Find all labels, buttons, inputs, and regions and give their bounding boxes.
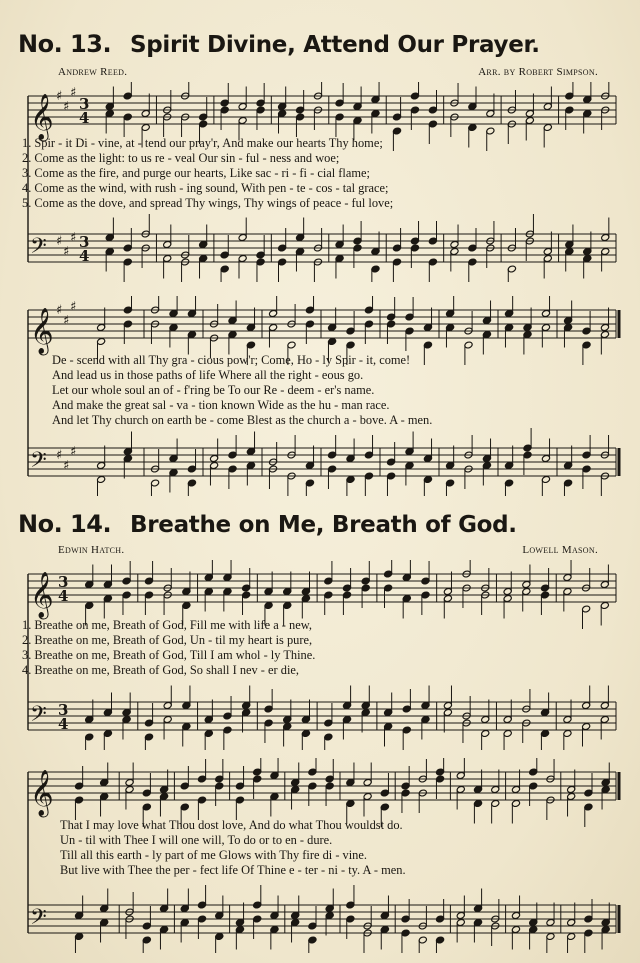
hymn-number: No. 13. [18,30,112,58]
music-system [22,560,622,750]
hymn-title: Spirit Divine, Attend Our Prayer. [130,32,540,58]
hymn-author: Edwin Hatch. [58,544,125,556]
time-signature-bottom: 4 [79,109,90,127]
hymn-author: Andrew Reed. [58,66,128,78]
treble-clef-icon: 𝄞 [30,770,54,816]
sharp-icon: ♯ [63,99,70,115]
verse-lyrics [22,818,622,878]
verse-line: De - scend with all Thy gra - cious pow'r; Come, Ho - ly Spir - it, come! [52,353,411,367]
treble-clef-icon: 𝄞 [30,94,54,140]
sharp-icon: ♯ [56,234,63,249]
verse-line: But live with Thee the per - fect life Of Thine e - ter - ni - ty. A - men. [60,863,406,877]
sharp-icon: ♯ [56,89,63,104]
sharp-icon: ♯ [70,230,77,246]
verse-line: 2. Come as the light: to us re - veal Our sin - ful - ness and woe; [22,151,340,165]
verse-lyrics [22,353,622,428]
verse-lyrics [22,618,622,678]
music-system [22,296,622,496]
time-signature-top: 3 [58,701,69,719]
bass-clef-icon: 𝄢 [30,234,47,264]
sharp-icon: ♯ [70,444,77,460]
bass-clef-icon: 𝄢 [30,448,47,478]
verse-line: And make the great sal - va - tion known Wide as the hu - man race. [52,398,390,412]
sharp-icon: ♯ [63,244,70,260]
verse-line: And lead us in those paths of life Where all the right - eous go. [52,368,364,382]
hymn-13-credits [58,66,598,78]
treble-clef-icon: 𝄞 [30,308,54,354]
verse-line: 4. Breathe on me, Breath of God, So shall I nev - er die, [22,663,299,677]
time-signature-top: 3 [58,573,69,591]
verse-line: 1. Breathe on me, Breath of God, Fill me with life a - new, [22,618,312,632]
music-system [22,758,622,953]
time-signature-bottom: 4 [58,715,69,733]
verse-line: Un - til with Thee I will one will, To do or to en - dure. [60,833,333,847]
bass-clef-icon: 𝄢 [30,702,47,732]
time-signature-top: 3 [79,95,90,113]
time-signature-bottom: 4 [79,247,90,265]
verse-line: Till all this earth - ly part of me Glows with Thy fire di - vine. [60,848,367,862]
sharp-icon: ♯ [63,313,70,329]
sharp-icon: ♯ [63,458,70,474]
hymn-13-heading [18,30,622,64]
verse-line: Let our whole soul an of - f'ring be To our Re - deem - er's name. [52,383,375,397]
sharp-icon: ♯ [70,85,77,101]
sharp-icon: ♯ [56,303,63,318]
verse-line: And let Thy church on earth be - come Blest as the church a - bove. A - men. [52,413,433,427]
verse-lyrics [22,136,622,211]
verse-line: That I may love what Thou dost love, And do what Thou wouldst do. [60,818,403,832]
time-signature-bottom: 4 [58,587,69,605]
sharp-icon: ♯ [70,299,77,315]
hymn-number: No. 14. [18,510,112,538]
verse-line: 5. Come as the dove, and spread Thy wings, Thy wings of peace - ful love; [22,196,394,210]
hymn-14-heading [18,510,622,544]
hymn-arranger: Arr. by Robert Simpson. [478,66,598,78]
verse-line: 3. Breathe on me, Breath of God, Till I am whol - ly Thine. [22,648,316,662]
bass-clef-icon: 𝄢 [30,905,47,935]
hymn-title: Breathe on Me, Breath of God. [130,512,517,538]
hymn-arranger: Lowell Mason. [522,544,598,556]
verse-line: 1. Spir - it Di - vine, at - tend our pray'r, And make our hearts Thy home; [22,136,383,150]
time-signature-top: 3 [79,233,90,251]
treble-clef-icon: 𝄞 [30,572,54,618]
hymn-14-credits [58,544,598,556]
sharp-icon: ♯ [56,448,63,463]
verse-line: 4. Come as the wind, with rush - ing sound, With pen - te - cos - tal grace; [22,181,389,195]
music-system [22,82,622,282]
verse-line: 2. Breathe on me, Breath of God, Un - til my heart is pure, [22,633,313,647]
verse-line: 3. Come as the fire, and purge our hearts, Like sac - ri - fi - cial flame; [22,166,370,180]
